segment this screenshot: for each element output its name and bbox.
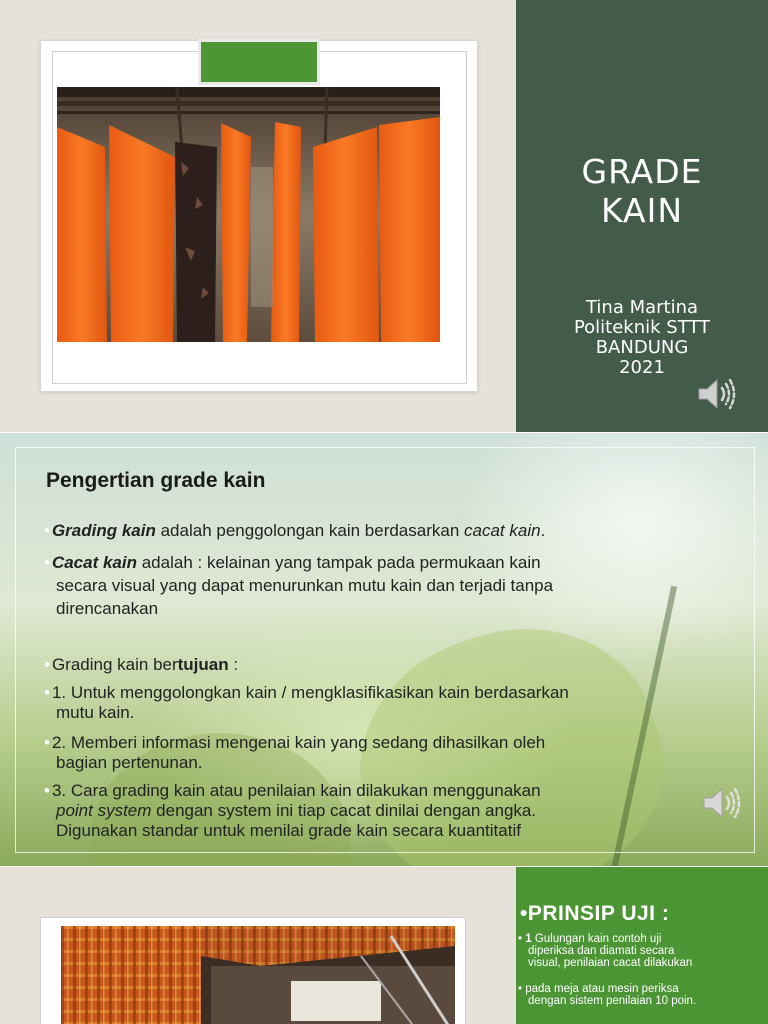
slide-heading: Pengertian grade kain — [46, 469, 266, 492]
principle-panel — [516, 867, 768, 1024]
fabric-panel — [57, 127, 107, 342]
principle-item-2: • pada meja atau mesin periksa dengan sistem penilaian 10 poin. — [518, 983, 766, 1007]
text: diperiksa dan diamati secara — [528, 945, 675, 957]
author-name: Tina Martina — [585, 297, 699, 318]
text: pada meja atau mesin periksa — [525, 983, 679, 995]
principle-item-1: • 1 Gulungan kain contoh uji diperiksa dan diamati secara visual, penilaian cacat dilakukan — [518, 933, 766, 969]
fabric-inspection-machine-photo — [61, 926, 455, 1024]
city: BANDUNG — [595, 337, 689, 358]
bullet-defect-definition: • Cacat kain adalah : kelainan yang tampak pada permukaan kain secara visual yang dapat menurunkan mutu kain dan terjadi tanpa direncanakan — [44, 551, 704, 620]
presentation-title — [516, 152, 768, 230]
term: Cacat kain — [51, 553, 137, 572]
photo-frame — [40, 917, 466, 1024]
term: point system — [56, 801, 152, 820]
text: dengan system ini tiap cacat dinilai dengan angka. — [151, 801, 537, 820]
text: Digunakan standar untuk menilai grade kain secara kuantitatif — [56, 821, 521, 840]
photo-frame — [40, 40, 478, 392]
text: . — [540, 521, 546, 540]
term: cacat kain — [464, 521, 541, 540]
hanging-orange-fabric-photo — [57, 87, 440, 342]
fabric-panel — [221, 123, 251, 342]
principle-heading: •PRINSIP UJI : — [520, 902, 670, 925]
bullet-grading-definition: • Grading kain adalah penggolongan kain berdasarkan cacat kain. — [44, 521, 546, 540]
slide-3 — [0, 867, 768, 1024]
term: tujuan — [177, 655, 229, 674]
text: bagian pertenunan. — [56, 753, 203, 772]
institution: Politeknik STTT — [573, 317, 711, 338]
text: 1. Untuk menggolongkan kain / mengklasifikasikan kain berdasarkan — [51, 683, 569, 702]
title-line: KAIN — [600, 191, 684, 230]
author-info — [516, 298, 768, 378]
text: adalah : kelainan yang tampak pada permukaan kain — [137, 553, 541, 572]
fabric-panel — [379, 117, 440, 342]
fabric-panel — [313, 127, 379, 342]
green-tab-decoration — [198, 39, 320, 85]
text: direncanakan — [56, 599, 159, 618]
text: Grading kain ber — [51, 655, 178, 674]
year: 2021 — [619, 357, 665, 378]
text: visual, penilaian cacat dilakukan — [528, 957, 693, 969]
text: : — [228, 655, 239, 674]
slide-2 — [0, 433, 768, 866]
speaker-icon[interactable] — [702, 783, 744, 823]
fabric-panel — [109, 125, 175, 342]
purpose-intro: • Grading kain bertujuan : — [44, 655, 239, 674]
slide-1 — [0, 0, 768, 432]
text: Gulungan kain contoh uji — [531, 933, 662, 945]
text: 2. Memberi informasi mengenai kain yang sedang dihasilkan oleh — [51, 733, 546, 752]
number: 1 — [525, 933, 532, 945]
text: mutu kain. — [56, 703, 135, 722]
text: 3. Cara grading kain atau penilaian kain dilakukan menggunakan — [51, 781, 541, 800]
purpose-item-3: • 3. Cara grading kain atau penilaian kain dilakukan menggunakan point system dengan system ini tiap cacat dinilai dengan angka. Digunakan standar untuk menilai grade kain secara kuantitatif — [44, 781, 704, 841]
speaker-icon[interactable] — [697, 374, 739, 414]
term: Grading kain — [51, 521, 156, 540]
text: PRINSIP UJI : — [527, 902, 670, 925]
purpose-item-1: • 1. Untuk menggolongkan kain / mengklasifikasikan kain berdasarkan mutu kain. — [44, 683, 704, 723]
purpose-item-2: • 2. Memberi informasi mengenai kain yang sedang dihasilkan oleh bagian pertenunan. — [44, 733, 704, 773]
text: adalah penggolongan kain berdasarkan — [155, 521, 465, 540]
plaid-fabric — [61, 926, 201, 1024]
text: secara visual yang dapat menurunkan mutu kain dan terjadi tanpa — [56, 576, 554, 595]
dark-batik-fabric — [175, 142, 217, 342]
title-line: GRADE — [581, 152, 703, 191]
title-panel — [516, 0, 768, 432]
fabric-panel — [271, 122, 301, 342]
text: dengan sistem penilaian 10 poin. — [528, 995, 697, 1007]
